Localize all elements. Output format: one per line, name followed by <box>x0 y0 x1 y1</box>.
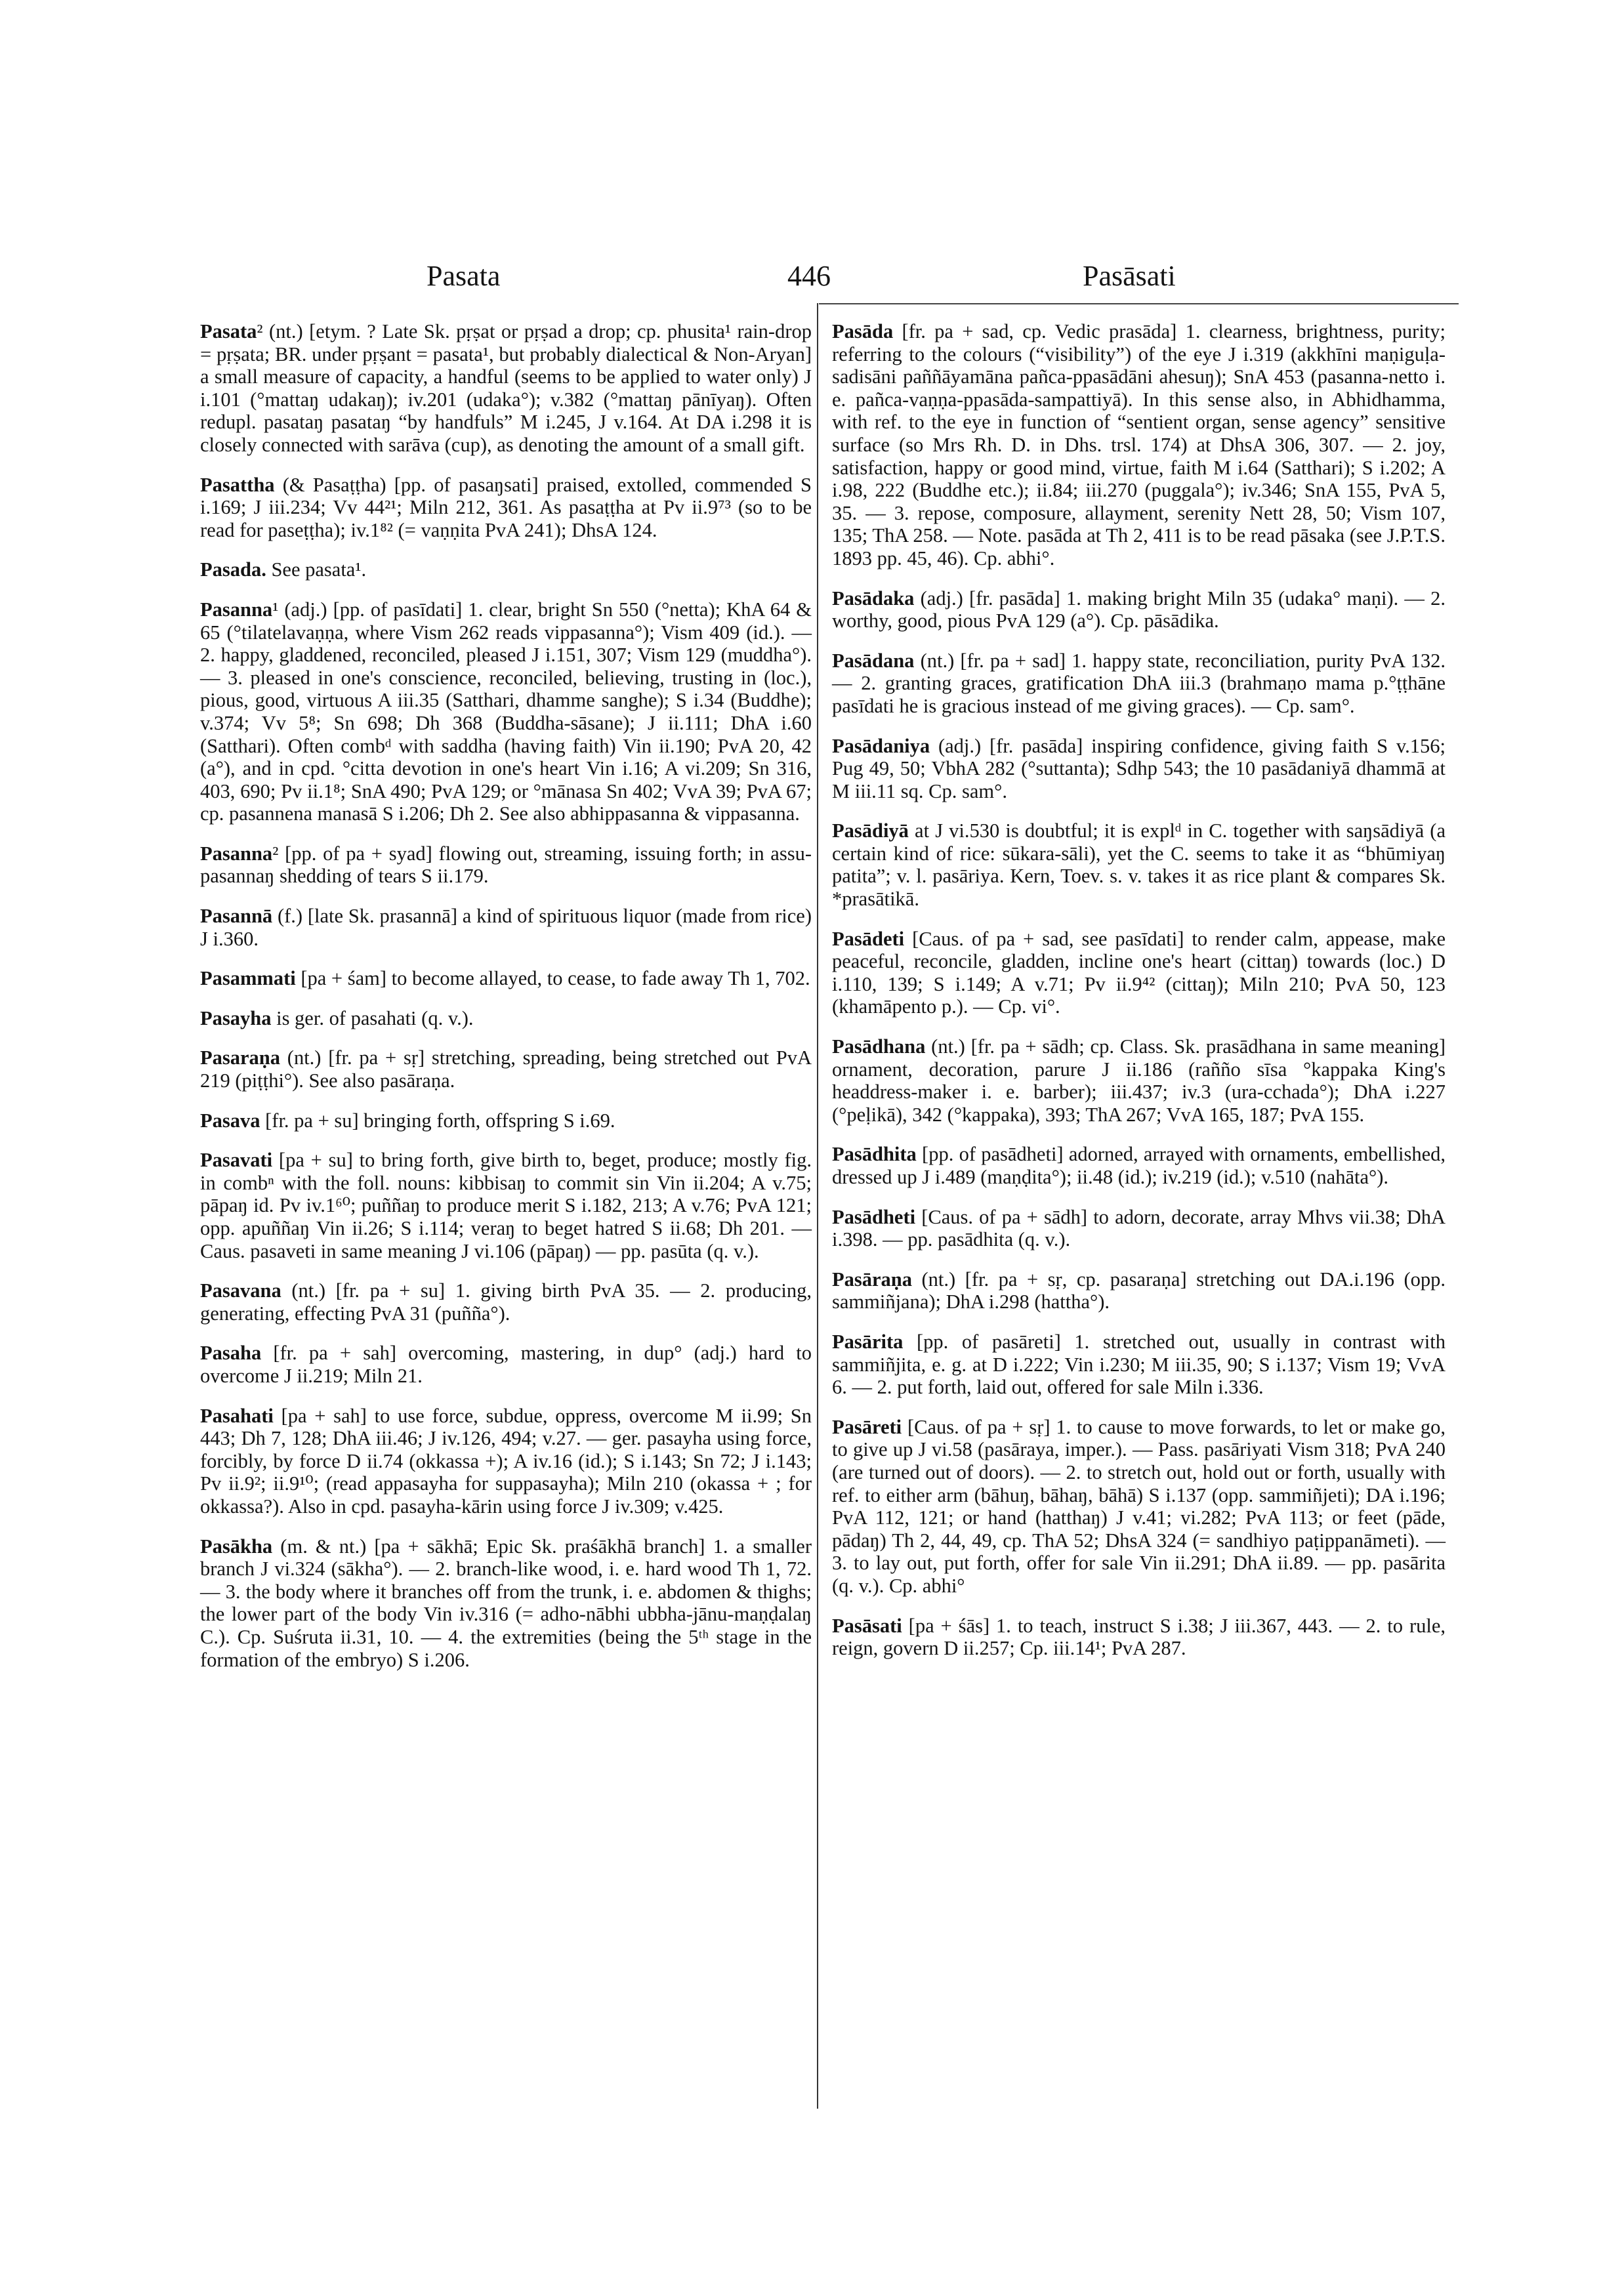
entry-text: (f.) [late Sk. prasannā] a kind of spirituous liquor (made from rice) J i.360. <box>200 905 812 950</box>
headword: Pasanna <box>200 598 273 621</box>
headword: Pasattha <box>200 473 275 496</box>
entry-text: (nt.) [fr. pa + sādh; cp. Class. Sk. prasādhana in same meaning] ornament, decoration, parure J ii.186 (rañño sīsa °kappaka King's headdress-maker i. e. barber); iii.437; iv.3 (ura-cchada°); DhA i.227 (°peḷikā), 342 (°kappaka), 393; ThA 267; VvA 165, 187; PvA 155. <box>832 1035 1446 1126</box>
dictionary-entry <box>832 1416 1446 1598</box>
dictionary-entry <box>832 1206 1446 1251</box>
entry-text: See pasata¹. <box>266 558 367 581</box>
headword: Pasādhita <box>832 1143 917 1166</box>
dictionary-entry <box>200 967 812 990</box>
entry-text: [pp. of pasāreti] 1. stretched out, usually in contrast with sammiñjita, e. g. at D i.222; Vin i.230; M iii.35, 90; S i.137; Vism 19; VvA 6. — 2. put forth, laid out, offered for sale Miln i.336. <box>832 1330 1446 1399</box>
entry-text: (adj.) [fr. pasāda] inspiring confidence, giving faith S v.156; Pug 49, 50; VbhA 282 (°suttanta); Sdhp 543; the 10 pasādaniyā dhammā at M iii.11 sq. Cp. sam°. <box>832 734 1446 802</box>
dictionary-entry <box>832 1143 1446 1188</box>
dictionary-entry <box>200 598 812 825</box>
right-column <box>832 320 1446 1677</box>
page-number: 446 <box>787 260 831 292</box>
entry-text: [fr. pa + sad, cp. Vedic prasāda] 1. clearness, brightness, purity; referring to the colours (“visibility”) of the eye J i.319 (akkhīni maṇiguḷa-sadisāni paññāyamāna pañca-ppasādāni ahesuŋ); SnA 453 (pasanna-netto i. e. pañca-vaṇṇa-ppasāda-sampattiyā). In this sense also, in Abhidhamma, with ref. to the eye in function of “sentient organ, sense agency” sensitive surface (so Mrs Rh. D. in Dhs. trsl. 174) at DhsA 306, 307. — 2. joy, satisfaction, happy or good mind, virtue, faith M i.64 (Satthari); S i.202; A i.98, 222 (Buddhe etc.); ii.84; iii.270 (puggala°); iv.346; SnA 155, PvA 5, 35. — 3. repose, composure, allayment, serenity Nett 28, 50; Vism 107, 135; ThA 258. — Note. pasāda at Th 2, 411 is to be read pāsaka (see J.P.T.S. 1893 pp. 45, 46). Cp. abhi°. <box>832 320 1446 569</box>
entry-text: (nt.) [fr. pa + sṛ, cp. pasaraṇa] stretching out DA.i.196 (opp. sammiñjana); DhA i.298 (hattha°). <box>832 1268 1446 1313</box>
dictionary-entry <box>832 587 1446 632</box>
headword: Pasādhana <box>832 1035 926 1058</box>
dictionary-entry <box>200 1149 812 1262</box>
entry-text: [pa + sah] to use force, subdue, oppress, overcome M ii.99; Sn 443; Dh 7, 128; DhA iii.46; J iv.126, 494; v.27. — ger. pasayha using force, forcibly, by force D ii.74 (okkassa +); A iv.16 (id.); S i.143; Sn 72; J i.143; Pv ii.9²; ii.9¹⁰; (read appasayha for suppasayha); Miln 210 (okassa + ; for okkassa?). Also in cpd. pasayha-kārin using force J iv.309; v.425. <box>200 1404 812 1518</box>
dictionary-entry <box>200 1007 812 1030</box>
header-right-word: Pasāsati <box>1083 260 1176 292</box>
dictionary-entry <box>832 320 1446 570</box>
headword: Pasahati <box>200 1404 274 1427</box>
headword: Pasādeti <box>832 927 905 950</box>
dictionary-entry <box>200 1342 812 1387</box>
headword: Pasavati <box>200 1149 273 1172</box>
headword: Pasammati <box>200 967 296 990</box>
dictionary-entry <box>832 650 1446 718</box>
entry-text: [Caus. of pa + sādh] to adorn, decorate, array Mhvs vii.38; DhA i.398. — pp. pasādhita (q. v.). <box>832 1205 1446 1251</box>
header-rule <box>819 303 1459 304</box>
entry-text: ² [pp. of pa + syad] flowing out, streaming, issuing forth; in assu-pasannaŋ shedding of tears S ii.179. <box>200 842 812 888</box>
dictionary-entry <box>832 1268 1446 1313</box>
dictionary-entry <box>200 320 812 457</box>
headword: Pasāreti <box>832 1415 902 1438</box>
dictionary-entry <box>200 905 812 950</box>
headword: Pasaraṇa <box>200 1046 280 1069</box>
entry-text: [pp. of pasādheti] adorned, arrayed with ornaments, embellished, dressed up J i.489 (maṇḍita°); ii.48 (id.); iv.219 (id.); v.510 (nahāta°). <box>832 1143 1446 1188</box>
entry-text: [pa + śam] to become allayed, to cease, to fade away Th 1, 702. <box>295 967 810 990</box>
header-left-word: Pasata <box>427 260 501 292</box>
headword: Pasādiyā <box>832 819 909 842</box>
entry-text: (& Pasaṭṭha) [pp. of pasaŋsati] praised, extolled, commended S i.169; J iii.234; Vv 44²¹; Miln 212, 361. As pasaṭṭha at Pv ii.9⁷³ (so to be read for paseṭṭha); iv.1⁸² (= vaṇṇita PvA 241); DhsA 124. <box>200 473 812 541</box>
headword: Pasādaka <box>832 587 915 610</box>
entry-text: (nt.) [fr. pa + sad] 1. happy state, reconciliation, purity PvA 132. — 2. granting graces, gratification DhA iii.3 (brahmaṇo mama p.°ṭṭhāne pasīdati he is gracious instead of me giving graces). — Cp. sam°. <box>832 649 1446 717</box>
headword: Pasādaniya <box>832 734 930 757</box>
dictionary-entry <box>200 1109 812 1132</box>
entry-text: ¹ (adj.) [pp. of pasīdati] 1. clear, bright Sn 550 (°netta); KhA 64 & 65 (°tilatelavaṇṇa, where Vism 262 reads vippasanna°); Vism 409 (id.). — 2. happy, gladdened, reconciled, pleased J i.151, 307; Vism 129 (muddha°). — 3. pleased in one's conscience, reconciled, believing, trusting in (loc.), pious, good, virtuous A iii.35 (Satthari, dhamme sanghe); S i.34 (Buddhe); v.374; Vv 5⁸; Sn 698; Dh 368 (Buddha-sāsane); J ii.111; DhA i.60 (Satthari). Often combᵈ with saddha (having faith) Vin ii.190; PvA 20, 42 (a°), and in cpd. °citta devotion in one's heart Vin i.16; A vi.209; Sn 316, 403, 690; Pv ii.1⁸; SnA 490; PvA 129; or °mānasa Sn 402; VvA 39; PvA 67; cp. pasannena manasā S i.206; Dh 2. See also abhippasanna & vippasanna. <box>200 598 812 825</box>
headword: Pasārita <box>832 1330 904 1353</box>
headword: Pasata <box>200 320 257 342</box>
entry-text: ² (nt.) [etym. ? Late Sk. pṛṣat or pṛṣad a drop; cp. phusita¹ rain-drop = pṛṣata; BR. under pṛṣant = pasata¹, but probably dialectical & Non-Aryan] a small measure of capacity, a handful (seems to be applied to water only) J i.101 (°mattaŋ udakaŋ); iv.201 (udaka°); v.382 (°mattaŋ pānīyaŋ). Often redupl. pasataŋ pasataŋ “by handfuls” M i.245, J v.164. At DA i.298 it is closely connected with sarāva (cup), as denoting the amount of a small gift. <box>200 320 812 456</box>
page-header <box>210 259 1463 305</box>
headword: Pasāsati <box>832 1614 902 1637</box>
dictionary-entry <box>832 928 1446 1018</box>
dictionary-entry <box>200 1405 812 1518</box>
entry-text: [Caus. of pa + sṛ] 1. to cause to move forwards, to let or make go, to give up J vi.58 (pasāraya, imper.). — Pass. pasāriyati Vism 318; PvA 240 (are turned out of doors). — 2. to stretch out, hold out or forth, usually with ref. to either arm (bāhuŋ, bāhaŋ, bāhā) S i.137 (opp. sammiñjeti); DA i.196; PvA 112, 121; or hand (hatthaŋ) J v.41; vi.282; PvA 113; or feet (pāde, pādaŋ) Th 2, 44, 49, cp. ThA 52; DhsA 324 (= sandhiyo paṭippanāmeti). — 3. to lay out, put forth, offer for sale Vin ii.291; DhA ii.89. — pp. pasārita (q. v.). Cp. abhi° <box>832 1415 1446 1597</box>
entry-text: is ger. of pasahati (q. v.). <box>271 1006 474 1029</box>
left-column <box>200 320 812 1688</box>
dictionary-entry <box>200 842 812 888</box>
entry-text: at J vi.530 is doubtful; it is explᵈ in C. together with saŋsādiyā (a certain kind of rice: sūkara-sāli), yet the C. seems to take it as “bhūmiyaŋ patita”; v. l. pasāriya. Kern, Toev. s. v. takes it as rice plant & compares Sk. *prasātikā. <box>832 819 1446 911</box>
column-divider <box>817 303 818 2109</box>
dictionary-entry <box>832 1035 1446 1126</box>
entry-text: (adj.) [fr. pasāda] 1. making bright Miln 35 (udaka° maṇi). — 2. worthy, good, pious PvA 129 (a°). Cp. pāsādika. <box>832 587 1446 632</box>
entry-text: (m. & nt.) [pa + sākhā; Epic Sk. praśākhā branch] 1. a smaller branch J vi.324 (sākha°). — 2. branch-like wood, i. e. hard wood Th 1, 72. — 3. the body where it branches off from the trunk, i. e. abdomen & thighs; the lower part of the body Vin iv.316 (= adho-nābhi ubbha-jānu-maṇḍalaŋ C.). Cp. Suśruta ii.31, 10. — 4. the extremities (being the 5ᵗʰ stage in the formation of the embryo) S i.206. <box>200 1535 812 1671</box>
dictionary-entry <box>200 474 812 542</box>
headword: Pasavana <box>200 1279 281 1302</box>
dictionary-entry <box>832 1615 1446 1660</box>
dictionary-entry <box>832 735 1446 803</box>
dictionary-entry <box>200 1046 812 1092</box>
dictionary-entry <box>200 1279 812 1325</box>
entry-text: [fr. pa + su] bringing forth, offspring S i.69. <box>260 1109 615 1132</box>
headword: Pasanna <box>200 842 273 865</box>
entry-text: [Caus. of pa + sad, see pasīdati] to render calm, appease, make peaceful, reconcile, gladden, incline one's heart (cittaŋ) towards (loc.) D i.110, 139; S i.149; A v.71; Pv ii.9⁴² (cittaŋ); Miln 210; PvA 50, 123 (khamāpento p.). — Cp. vi°. <box>832 927 1446 1018</box>
entry-text: (nt.) [fr. pa + sṛ] stretching, spreading, being stretched out PvA 219 (piṭṭhi°). See also pasāraṇa. <box>200 1046 812 1092</box>
headword: Pasayha <box>200 1006 272 1029</box>
dictionary-entry <box>832 1331 1446 1399</box>
entry-text: [pa + śās] 1. to teach, instruct S i.38; J iii.367, 443. — 2. to rule, reign, govern D ii.257; Cp. iii.14¹; PvA 287. <box>832 1614 1446 1660</box>
entry-text: [pa + su] to bring forth, give birth to, beget, produce; mostly fig. in combⁿ with the foll. nouns: kibbisaŋ to commit sin Vin ii.204; A v.75; pāpaŋ id. Pv iv.1⁶⁰; puññaŋ to produce merit S i.182, 213; A v.76; PvA 121; opp. apuññaŋ Vin ii.26; S i.114; veraŋ to beget hatred S ii.68; Dh 201. — Caus. pasaveti in same meaning J vi.106 (pāpaŋ) — pp. pasūta (q. v.). <box>200 1149 812 1262</box>
headword: Pasādheti <box>832 1205 916 1228</box>
entry-text: (nt.) [fr. pa + su] 1. giving birth PvA 35. — 2. producing, generating, effecting PvA 31 (puñña°). <box>200 1279 812 1325</box>
dictionary-entry <box>200 1535 812 1672</box>
headword: Pasādana <box>832 649 915 672</box>
entry-text: [fr. pa + sah] overcoming, mastering, in dup° (adj.) hard to overcome J ii.219; Miln 21. <box>200 1342 812 1387</box>
headword: Pasākha <box>200 1535 273 1558</box>
headword: Pasannā <box>200 905 273 928</box>
headword: Pasada. <box>200 558 266 581</box>
headword: Pasaha <box>200 1342 262 1365</box>
headword: Pasāraṇa <box>832 1268 912 1291</box>
dictionary-entry <box>200 558 812 581</box>
dictionary-entry <box>832 819 1446 910</box>
headword: Pasāda <box>832 320 894 342</box>
headword: Pasava <box>200 1109 260 1132</box>
